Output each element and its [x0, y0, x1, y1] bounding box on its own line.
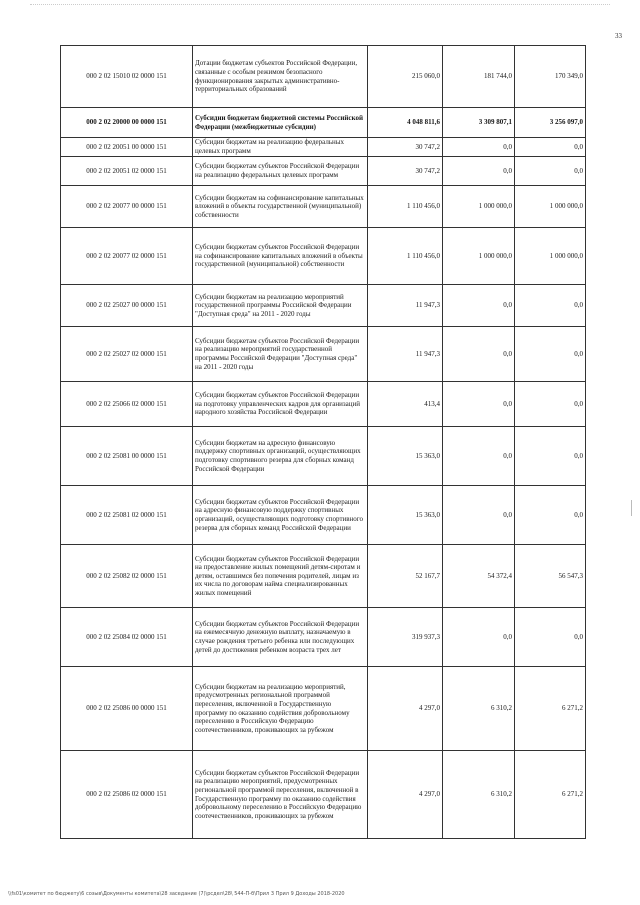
amount-2019-cell: 3 309 807,1	[443, 108, 515, 138]
table-row	[61, 667, 586, 751]
amount-2018-cell: 215 060,0	[368, 46, 443, 108]
amount-2020-cell: 6 271,2	[515, 751, 586, 839]
income-name-cell: Субсидии бюджетам субъектов Российской Федерации на подготовку управленческих кадров для организаций народного хозяйства Российской Федерации	[193, 382, 368, 427]
income-name-cell: Субсидии бюджетам субъектов Российской Федерации на адресную финансовую поддержку спортивных организаций, осуществляющих подготовку спортивного резерва для сборных команд Российской Федерации	[193, 486, 368, 545]
amount-2019-cell: 0,0	[443, 285, 515, 327]
table-row	[61, 608, 586, 667]
table-row	[61, 285, 586, 327]
income-name-cell: Субсидии бюджетам субъектов Российской Федерации на софинансирование капитальных вложений в объекты государственной (муниципальной) собственности	[193, 228, 368, 285]
amount-2019-cell: 1 000 000,0	[443, 186, 515, 228]
income-name-cell: Субсидии бюджетам на софинансирование капитальных вложений в объекты государственной (муниципальной) собственности	[193, 186, 368, 228]
amount-2019-cell: 0,0	[443, 486, 515, 545]
amount-2020-cell: 3 256 097,0	[515, 108, 586, 138]
budget-code-cell: 000 2 02 25081 00 0000 151	[61, 427, 193, 486]
amount-2019-cell: 0,0	[443, 427, 515, 486]
page-number: 33	[615, 32, 622, 40]
table-row	[61, 327, 586, 382]
amount-2020-cell: 0,0	[515, 427, 586, 486]
amount-2020-cell: 6 271,2	[515, 667, 586, 751]
budget-code-cell: 000 2 02 25086 00 0000 151	[61, 667, 193, 751]
amount-2020-cell: 0,0	[515, 486, 586, 545]
table-row	[61, 427, 586, 486]
income-name-cell: Субсидии бюджетам на реализацию мероприятий, предусмотренных региональной программой переселения, включенной в Государственную программу по оказанию содействия добровольному переселению в Российскую Федерацию соотечественников, проживающих за рубежом	[193, 667, 368, 751]
income-name-cell: Субсидии бюджетам субъектов Российской Федерации на реализацию федеральных целевых программ	[193, 157, 368, 186]
budget-code-cell: 000 2 02 25027 00 0000 151	[61, 285, 193, 327]
income-name-cell: Субсидии бюджетам субъектов Российской Федерации на ежемесячную денежную выплату, назначаемую в случае рождения третьего ребенка или последующих детей до достижения ребенком возраста трех лет	[193, 608, 368, 667]
amount-2019-cell: 0,0	[443, 608, 515, 667]
amount-2018-cell: 1 110 456,0	[368, 228, 443, 285]
amount-2020-cell: 1 000 000,0	[515, 186, 586, 228]
amount-2020-cell: 0,0	[515, 157, 586, 186]
amount-2018-cell: 11 947,3	[368, 285, 443, 327]
amount-2019-cell: 1 000 000,0	[443, 228, 515, 285]
amount-2018-cell: 1 110 456,0	[368, 186, 443, 228]
budget-code-cell: 000 2 02 25027 02 0000 151	[61, 327, 193, 382]
income-name-cell: Дотации бюджетам субъектов Российской Федерации, связанные с особым режимом безопасного функционирования закрытых административно-территориальных образований	[193, 46, 368, 108]
income-name-cell: Субсидии бюджетам субъектов Российской Федерации на предоставление жилых помещений детям-сиротам и детям, оставшимся без попечения родителей, лицам из их числа по договорам найма специализированных жилых помещений	[193, 545, 368, 608]
table-row	[61, 138, 586, 157]
amount-2018-cell: 15 363,0	[368, 486, 443, 545]
budget-table	[60, 45, 586, 839]
scan-noise	[30, 4, 610, 6]
table-row	[61, 157, 586, 186]
table-row	[61, 751, 586, 839]
amount-2018-cell: 11 947,3	[368, 327, 443, 382]
income-name-cell: Субсидии бюджетам на реализацию федеральных целевых программ	[193, 138, 368, 157]
table-row	[61, 46, 586, 108]
table-row	[61, 486, 586, 545]
amount-2018-cell: 52 167,7	[368, 545, 443, 608]
amount-2019-cell: 6 310,2	[443, 751, 515, 839]
amount-2018-cell: 413,4	[368, 382, 443, 427]
budget-code-cell: 000 2 02 20077 00 0000 151	[61, 186, 193, 228]
amount-2019-cell: 0,0	[443, 138, 515, 157]
amount-2019-cell: 181 744,0	[443, 46, 515, 108]
table-row	[61, 545, 586, 608]
table-row	[61, 186, 586, 228]
budget-table-body	[61, 46, 586, 839]
income-name-cell: Субсидии бюджетам субъектов Российской Федерации на реализацию мероприятий, предусмотренных региональной программой переселения, включенной в Государственную программу по оказанию содействия добровольному переселению в Российскую Федерацию соотечественников, проживающих за рубежом	[193, 751, 368, 839]
amount-2018-cell: 4 048 811,6	[368, 108, 443, 138]
table-row	[61, 382, 586, 427]
amount-2019-cell: 0,0	[443, 382, 515, 427]
amount-2020-cell: 1 000 000,0	[515, 228, 586, 285]
amount-2020-cell: 170 349,0	[515, 46, 586, 108]
income-name-cell: Субсидии бюджетам на адресную финансовую поддержку спортивных организаций, осуществляющих подготовку спортивного резерва для сборных команд Российской Федерации	[193, 427, 368, 486]
budget-code-cell: 000 2 02 25081 02 0000 151	[61, 486, 193, 545]
amount-2020-cell: 0,0	[515, 285, 586, 327]
amount-2019-cell: 0,0	[443, 327, 515, 382]
amount-2018-cell: 319 937,3	[368, 608, 443, 667]
amount-2018-cell: 4 297,0	[368, 667, 443, 751]
amount-2019-cell: 6 310,2	[443, 667, 515, 751]
amount-2020-cell: 0,0	[515, 327, 586, 382]
amount-2019-cell: 0,0	[443, 157, 515, 186]
amount-2020-cell: 0,0	[515, 382, 586, 427]
budget-code-cell: 000 2 02 25082 02 0000 151	[61, 545, 193, 608]
budget-code-cell: 000 2 02 20051 00 0000 151	[61, 138, 193, 157]
amount-2019-cell: 54 372,4	[443, 545, 515, 608]
income-name-cell: Субсидии бюджетам бюджетной системы Российской Федерации (межбюджетные субсидии)	[193, 108, 368, 138]
budget-code-cell: 000 2 02 20077 02 0000 151	[61, 228, 193, 285]
amount-2018-cell: 30 747,2	[368, 157, 443, 186]
table-row	[61, 228, 586, 285]
scan-mark	[631, 500, 634, 516]
amount-2018-cell: 15 363,0	[368, 427, 443, 486]
budget-code-cell: 000 2 02 25086 02 0000 151	[61, 751, 193, 839]
budget-code-cell: 000 2 02 20051 02 0000 151	[61, 157, 193, 186]
table-row	[61, 108, 586, 138]
income-name-cell: Субсидии бюджетам субъектов Российской Федерации на реализацию мероприятий государственной программы Российской Федерации "Доступная среда" на 2011 - 2020 годы	[193, 327, 368, 382]
income-name-cell: Субсидии бюджетам на реализацию мероприятий государственной программы Российской Федерации "Доступная среда" на 2011 - 2020 годы	[193, 285, 368, 327]
file-path-footer: \\fs01\комитет по бюджету\6 созыв\Документы комитета\28 заседание (7)\рсдел\28\ 544-П-б\Прил 3 Прил 9 Доходы 2018-2020	[8, 891, 345, 897]
budget-code-cell: 000 2 02 25084 02 0000 151	[61, 608, 193, 667]
budget-code-cell: 000 2 02 25066 02 0000 151	[61, 382, 193, 427]
amount-2020-cell: 56 547,3	[515, 545, 586, 608]
budget-code-cell: 000 2 02 20000 00 0000 151	[61, 108, 193, 138]
amount-2020-cell: 0,0	[515, 138, 586, 157]
amount-2020-cell: 0,0	[515, 608, 586, 667]
amount-2018-cell: 4 297,0	[368, 751, 443, 839]
budget-code-cell: 000 2 02 15010 02 0000 151	[61, 46, 193, 108]
amount-2018-cell: 30 747,2	[368, 138, 443, 157]
